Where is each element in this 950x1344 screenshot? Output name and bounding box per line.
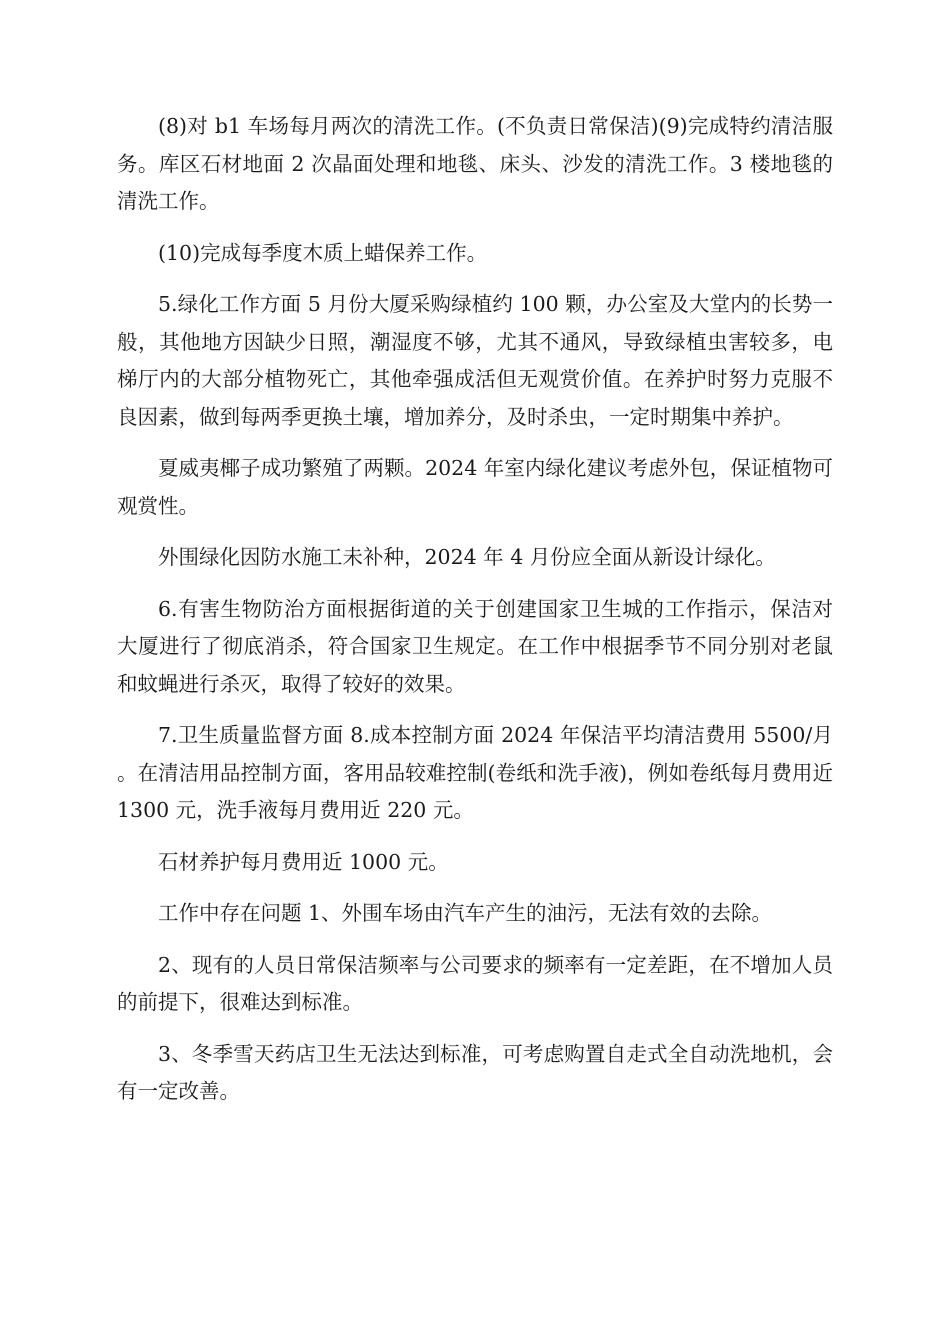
paragraph-cleaning-items-8-9: (8)对 b1 车场每月两次的清洗工作。(不负责日常保洁)(9)完成特约清洁服务。库区石材地面 2 次晶面处理和地毯、床头、沙发的清洗工作。3 楼地毯的清洗工作。 xyxy=(117,114,833,213)
paragraph-outdoor-greening: 外围绿化因防水施工未补种，2024 年 4 月份应全面从新设计绿化。 xyxy=(158,545,776,569)
document-body xyxy=(117,108,833,1125)
paragraph-problem-2: 2、现有的人员日常保洁频率与公司要求的频率有一定差距，在不增加人员的前提下，很难达到标准。 xyxy=(117,952,833,1014)
paragraph-cleaning-item-10: (10)完成每季度木质上蜡保养工作。 xyxy=(158,240,488,265)
paragraph-problem-1: 工作中存在问题 1、外围车场由汽车产生的油污，无法有效的去除。 xyxy=(158,901,773,925)
paragraph-greening-work: 5.绿化工作方面 5 月份大厦采购绿植约 100 颗，办公室及大堂内的长势一般，其他地方因缺少日照，潮湿度不够，尤其不通风，导致绿植虫害较多，电梯厅内的大部分植物死亡，其他牵强成活但无观赏价值。在养护时努力克服不良因素，做到每两季更换土壤，增加养分，及时杀虫，一定时期集中养护。 xyxy=(117,292,833,429)
paragraph-cost-control: 7.卫生质量监督方面 8.成本控制方面 2024 年保洁平均清洁费用 5500/月。在清洁用品控制方面，客用品较难控制(卷纸和洗手液)，例如卷纸每月费用近 1300 元，洗手液每月费用近 220 元。 xyxy=(117,723,833,822)
paragraph-coconut-propagation: 夏威夷椰子成功繁殖了两颗。2024 年室内绿化建议考虑外包，保证植物可观赏性。 xyxy=(117,456,833,518)
paragraph-stone-maintenance: 石材养护每月费用近 1000 元。 xyxy=(158,849,449,874)
paragraph-pest-control: 6.有害生物防治方面根据街道的关于创建国家卫生城的工作指示，保洁对大厦进行了彻底消杀，符合国家卫生规定。在工作中根据季节不同分别对老鼠和蚊蝇进行杀灭，取得了较好的效果。 xyxy=(117,596,833,696)
paragraph-problem-3: 3、冬季雪天药店卫生无法达到标准，可考虑购置自走式全自动洗地机，会有一定改善。 xyxy=(117,1041,833,1103)
